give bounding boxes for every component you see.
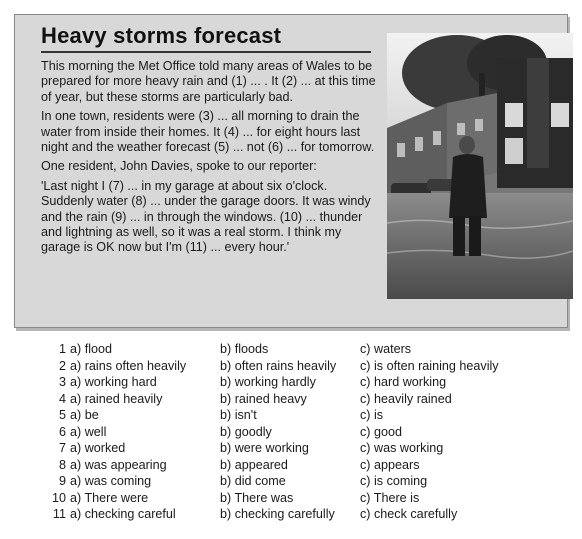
option-a: a) worked [70,441,126,455]
question-row-8 [42,457,562,474]
option-b: b) working hardly [220,375,316,389]
option-a: a) flood [70,342,113,356]
question-number: 2 [58,358,66,373]
question-row-2 [42,358,562,375]
option-c: c) heavily rained [360,391,452,406]
article-paragraph-2: In one town, residents were (3) ... all morning to drain the water from inside their homes. It (4) ... for eight hours last night and the weather forecast (5) ... not (6) ... for tomorrow. [41,109,375,155]
question-number: 9 [58,474,66,488]
option-a: a) be [70,408,99,422]
option-a: a) was appearing [70,457,167,472]
option-c: c) appears [360,457,420,472]
flooded-street-photo [387,33,573,299]
option-c: c) waters [360,342,412,356]
question-number: 1 [58,342,66,356]
question-row-5 [42,407,562,424]
article-paragraph-1: This morning the Met Office told many areas of Wales to be prepared for more heavy rain and (1) ... . It (2) ... at this time of year, but these storms are particularly bad. [41,59,376,104]
article-paragraph-4: 'Last night I (7) ... in my garage at about six o'clock. Suddenly water (8) ... under the garage doors. It was windy and the rain (9) ... in through the windows. (10) ... thunder and lightning as well, so it was a real storm. I think my garage is OK now but I'm (11) ... every hour.' [41,178,371,255]
option-c: c) check carefully [360,507,458,521]
article-paragraph-3: One resident, John Davies, spoke to our reporter: [41,159,317,174]
question-row-6 [42,424,562,441]
option-b: b) isn't [220,408,257,422]
question-number: 10 [51,490,66,505]
question-number: 3 [58,375,66,389]
option-c: c) was working [360,441,444,455]
title-underline [41,51,371,53]
option-b: b) There was [220,490,294,505]
option-c: c) is often raining heavily [360,358,499,373]
article-text-column [41,21,381,260]
flooded-street-illustration [387,33,573,299]
option-a: a) was coming [70,474,152,488]
question-number: 6 [58,424,66,439]
option-b: b) did come [220,474,286,488]
option-a: a) well [70,424,107,439]
question-number: 4 [58,391,66,406]
option-a: a) rained heavily [70,391,163,406]
article-title: Heavy storms forecast [41,23,282,48]
question-row-10 [42,490,562,507]
option-c: c) There is [360,490,420,505]
question-row-11 [42,506,562,523]
question-row-7 [42,440,562,457]
option-c: c) hard working [360,375,447,389]
question-row-3 [42,374,562,391]
newspaper-clipping [14,14,568,328]
option-b: b) rained heavy [220,391,307,406]
option-c: c) good [360,424,403,439]
multiple-choice-exercise [42,341,562,523]
option-a: a) checking careful [70,507,176,521]
option-b: b) goodly [220,424,272,439]
option-b: b) checking carefully [220,507,335,521]
question-row-1 [42,341,562,358]
option-b: b) floods [220,342,269,356]
option-b: b) often rains heavily [220,358,337,373]
question-number: 8 [58,457,66,472]
question-number: 7 [58,441,66,455]
option-b: b) appeared [220,457,288,472]
question-row-9 [42,473,562,490]
option-b: b) were working [220,441,309,455]
question-row-4 [42,391,562,408]
question-number: 11 [52,507,66,521]
option-c: c) is coming [360,474,428,488]
question-number: 5 [58,408,66,422]
option-a: a) There were [70,490,149,505]
option-a: a) working hard [70,375,157,389]
option-c: c) is [360,408,384,422]
option-a: a) rains often heavily [70,358,187,373]
